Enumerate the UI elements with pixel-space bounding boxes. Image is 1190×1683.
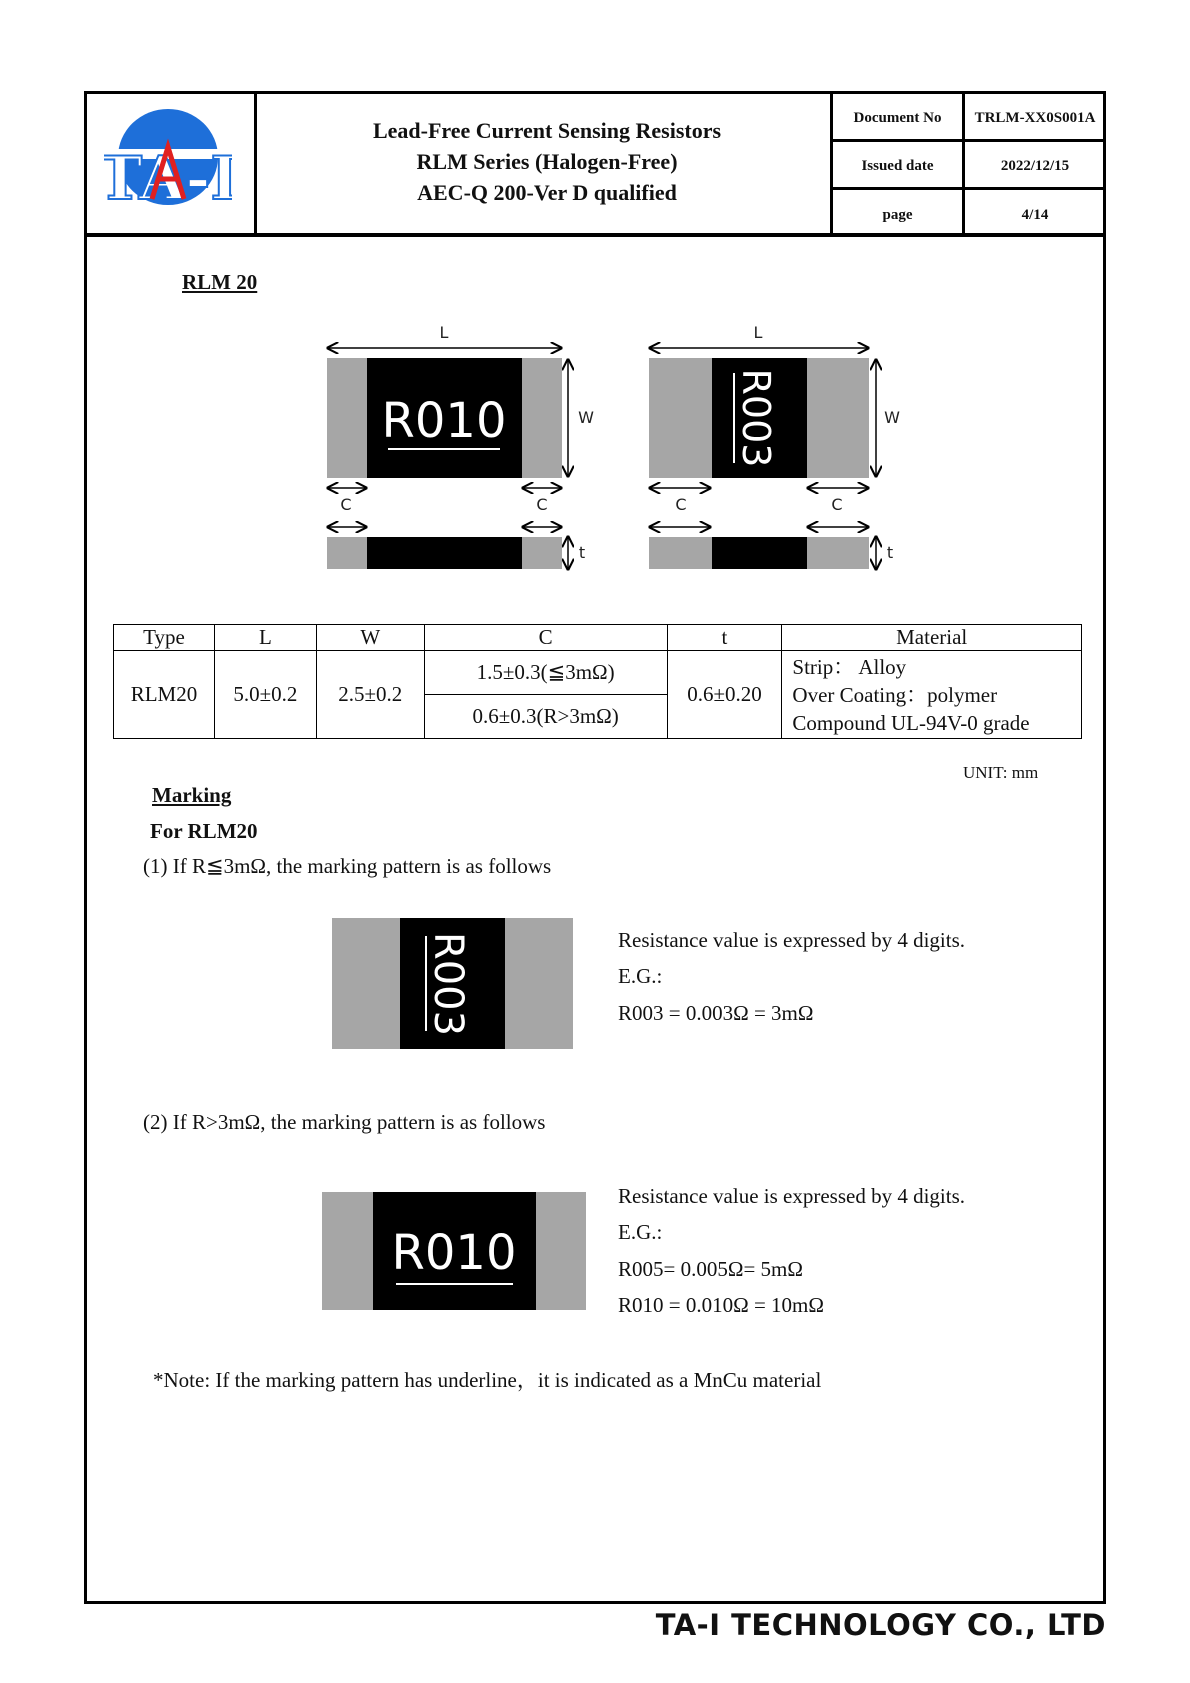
case2-chip-marking: R010 xyxy=(391,1225,517,1281)
title-line-1: Lead-Free Current Sensing Resistors xyxy=(372,118,722,143)
company-footer: TA-I TECHNOLOGY CO., LTD xyxy=(655,1608,1106,1642)
cell-W: 2.5±0.2 xyxy=(316,651,424,739)
case1-intro: (1) If R≦3mΩ, the marking pattern is as follows xyxy=(143,854,552,878)
cell-L: 5.0±0.2 xyxy=(214,651,316,739)
case1-chip-marking: R003 xyxy=(425,931,471,1037)
chip1-label-C-left: C xyxy=(340,495,352,514)
chip1-label-L: L xyxy=(439,323,449,342)
header-material: Material xyxy=(782,625,1082,651)
chip1-label-C-right: C xyxy=(536,495,548,514)
cell-type: RLM20 xyxy=(114,651,215,739)
case2-desc-3: R005= 0.005Ω= 5mΩ xyxy=(618,1257,803,1281)
table-row xyxy=(114,651,1082,695)
logo-lettering: TA-I xyxy=(104,144,232,208)
chip2-label-W: W xyxy=(884,408,900,427)
header-row-line-2 xyxy=(830,187,1106,190)
chip2-label-C-left: C xyxy=(675,495,687,514)
chip1-marking: R010 xyxy=(381,393,507,449)
chip1-label-W: W xyxy=(578,408,594,427)
case2-chip xyxy=(322,1192,586,1310)
material-line-1: Strip： Alloy xyxy=(792,654,907,679)
document-title xyxy=(262,115,832,208)
doc-no-label: Document No xyxy=(853,110,942,126)
material-line-3: Compound UL-94V-0 grade xyxy=(792,710,1030,735)
marking-note: *Note: If the marking pattern has underline，it is indicated as a MnCu material xyxy=(153,1368,822,1392)
chip1-side-view xyxy=(327,527,585,569)
case1-chip xyxy=(332,918,573,1049)
case1-desc-2: E.G.: xyxy=(618,964,663,988)
case1-desc-3: R003 = 0.003Ω = 3mΩ xyxy=(618,1001,814,1025)
header-t: t xyxy=(667,625,782,651)
section-title: RLM 20 xyxy=(182,270,258,294)
issued-date-value: 2022/12/15 xyxy=(1000,158,1070,174)
cell-C-2: 0.6±0.3(R>3mΩ) xyxy=(424,695,667,739)
chip2-label-L: L xyxy=(753,323,763,342)
header-type: Type xyxy=(114,625,215,651)
chip1-label-t: t xyxy=(578,543,586,562)
company-logo xyxy=(104,103,232,208)
chip2-top-view xyxy=(649,323,900,514)
table-header-row xyxy=(114,625,1082,651)
issued-date-label: Issued date xyxy=(861,158,934,174)
title-line-3: AEC-Q 200-Ver D qualified xyxy=(417,180,677,205)
cell-C-1: 1.5±0.3(≦3mΩ) xyxy=(424,651,667,695)
header-divider-logo xyxy=(254,91,257,235)
chip1-top-view xyxy=(327,323,594,514)
header-L: L xyxy=(214,625,316,651)
cell-material xyxy=(782,651,1082,739)
case2-desc-4: R010 = 0.010Ω = 10mΩ xyxy=(618,1293,824,1317)
spec-table xyxy=(113,624,1082,739)
material-line-2: Over Coating：polymer xyxy=(792,682,998,707)
page-value: 4/14 xyxy=(1021,207,1049,223)
case2-intro: (2) If R>3mΩ, the marking pattern is as follows xyxy=(143,1110,546,1134)
unit-label: UNIT: mm xyxy=(963,763,1039,782)
header-C: C xyxy=(424,625,667,651)
cell-t: 0.6±0.20 xyxy=(667,651,782,739)
case2-desc-1: Resistance value is expressed by 4 digits. xyxy=(618,1184,966,1208)
header-bottom-line xyxy=(84,233,1106,237)
page-label: page xyxy=(882,207,913,223)
marking-subtitle: For RLM20 xyxy=(150,819,258,843)
dimension-diagram xyxy=(300,315,920,575)
doc-no-value: TRLM-XX0S001A xyxy=(974,110,1096,126)
case2-desc-2: E.G.: xyxy=(618,1220,663,1244)
chip2-label-t: t xyxy=(886,543,894,562)
marking-title: Marking xyxy=(152,783,232,807)
header-row-line-1 xyxy=(830,139,1106,142)
title-line-2: RLM Series (Halogen-Free) xyxy=(416,149,678,174)
header-W: W xyxy=(316,625,424,651)
chip2-marking: R003 xyxy=(734,368,778,468)
chip2-side-view xyxy=(649,527,893,569)
case1-desc-1: Resistance value is expressed by 4 digits. xyxy=(618,928,966,952)
chip2-label-C-right: C xyxy=(831,495,843,514)
